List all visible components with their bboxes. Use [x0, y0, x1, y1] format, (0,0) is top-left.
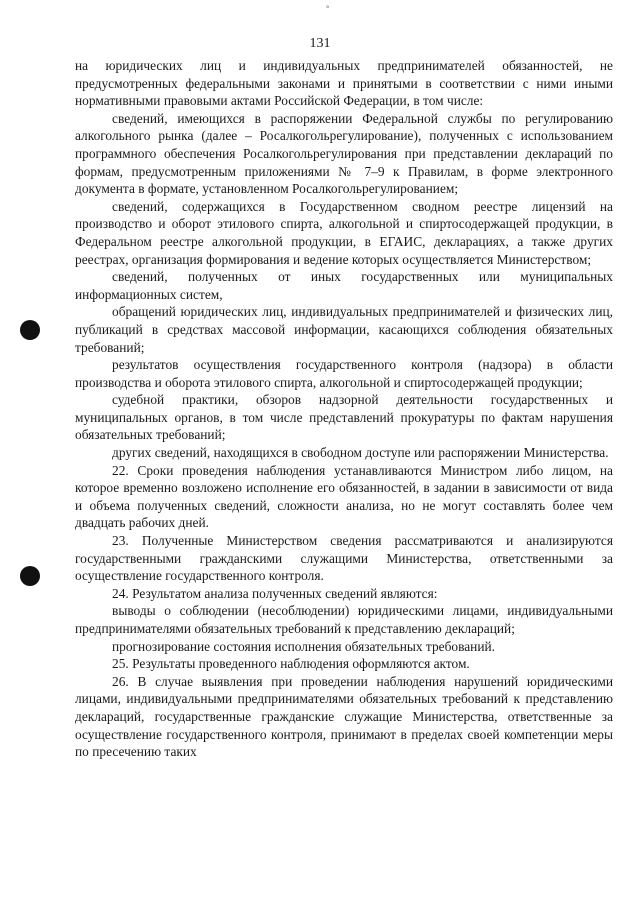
paragraph: 22. Сроки проведения наблюдения устанавливаются Министром либо лицом, на которое временно возложено исполнение его обязанностей, в задании в зависимости от вида и объема полученных сведений, сложности анализа, но не могут составлять более чем двадцать рабочих дней.: [75, 462, 613, 531]
document-body: [75, 57, 613, 761]
paragraph: на юридических лиц и индивидуальных предпринимателей обязанностей, не предусмотренных федеральными законами и принятыми в соответствии с ними иными нормативными правовыми актами Российской Федерации, в том числе:: [75, 58, 613, 109]
scan-speck: °: [326, 4, 330, 13]
paragraph: 23. Полученные Министерством сведения рассматриваются и анализируются государственными гражданскими служащими Министерства, ответственными за осуществление государственного контроля.: [75, 533, 613, 584]
paragraph: судебной практики, обзоров надзорной деятельности государственных и муниципальных органов, в том числе представлений прокуратуры по фактам нарушения обязательных требований;: [75, 392, 613, 443]
paragraph: сведений, полученных от иных государственных или муниципальных информационных систем,: [75, 269, 613, 302]
paragraph: обращений юридических лиц, индивидуальных предпринимателей и физических лиц, публикаций в средствах массовой информации, касающихся соблюдения обязательных требований;: [75, 304, 613, 355]
paragraph: 26. В случае выявления при проведении наблюдения нарушений юридическими лицами, индивидуальными предпринимателями обязательных требований к представлению деклараций, государственные гражданские служащие Министерства, ответственные за осуществление государственного контроля, принимают в пределах своей компетенции меры по пресечению таких: [75, 673, 613, 760]
paragraph: 25. Результаты проведенного наблюдения оформляются актом.: [112, 656, 470, 672]
paragraph: выводы о соблюдении (несоблюдении) юридическими лицами, индивидуальными предпринимателями обязательных требований к представлению деклараций;: [75, 603, 613, 636]
paragraph: прогнозирование состояния исполнения обязательных требований.: [112, 638, 496, 654]
paragraph: 24. Результатом анализа полученных сведений являются:: [112, 585, 438, 601]
punch-hole-mark: [20, 566, 40, 586]
paragraph: сведений, содержащихся в Государственном сводном реестре лицензий на производство и оборот этилового спирта, алкогольной и спиртосодержащей продукции, в Федеральном реестре алкогольной продукции, в ЕГАИС, декларациях, а также других реестрах, организация формирования и ведение которых осуществляется Министерством;: [75, 198, 613, 267]
punch-hole-mark: [20, 320, 40, 340]
page-number: 131: [309, 36, 331, 51]
paragraph: других сведений, находящихся в свободном доступе или распоряжении Министерства.: [112, 445, 609, 461]
paragraph: сведений, имеющихся в распоряжении Федеральной службы по регулированию алкогольного рынка (далее – Росалкогольрегулирование), полученных с использованием программного обеспечения Росалкогольрегулирования при представлении деклараций по формам, предусмотренным приложениями № 7–9 к Правилам, в форме электронного документа в формате, установленном Росалкогольрегулированием;: [75, 110, 613, 197]
paragraph: результатов осуществления государственного контроля (надзора) в области производства и оборота этилового спирта, алкогольной и спиртосодержащей продукции;: [75, 357, 613, 390]
